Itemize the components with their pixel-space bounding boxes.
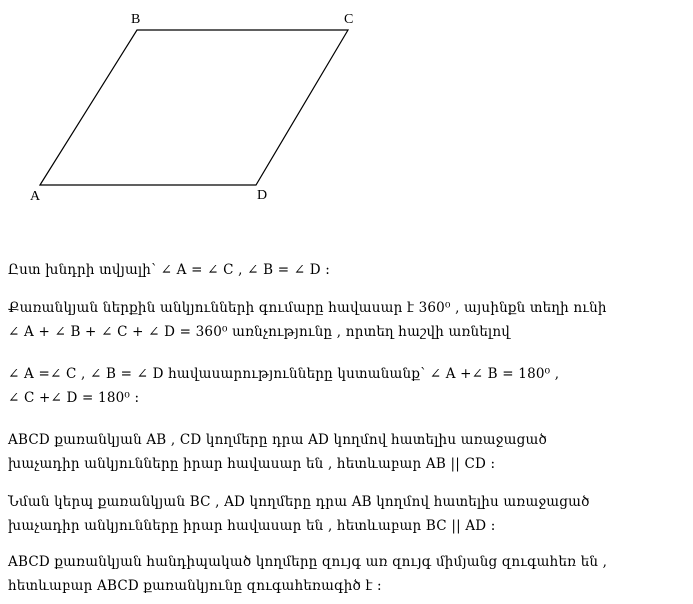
text-line: Քառանկյան ներքին անկյունների գումարը հավասար է 360⁰ , այսինքն տեղի ունի xyxy=(8,300,607,316)
text-line: հետևաբար ABCD քառանկյունը զուգահեռագիծ է : xyxy=(8,578,382,594)
text-line: խաչադիր անկյունները իրար հավասար են , հետևաբար AB || CD : xyxy=(8,456,496,472)
vertex-label-a: A xyxy=(30,189,41,204)
angle-sum-paragraph xyxy=(8,296,688,344)
equality-paragraph xyxy=(8,362,688,410)
ab-cd-parallel-paragraph xyxy=(8,428,688,476)
text-line: ∠ A =∠ C , ∠ B = ∠ D հավասարությունները կստանանք՝ ∠ A +∠ B = 180⁰ , xyxy=(8,366,560,382)
text-line: ABCD քառանկյան հանդիպակած կողմերը զույգ առ զույգ միմյանց զուգահեռ են , xyxy=(8,554,608,570)
text-line: ∠ A + ∠ B + ∠ C + ∠ D = 360⁰ առնչությունը , որտեղ հաշվի առնելով xyxy=(8,324,510,340)
text-line: ∠ C +∠ D = 180⁰ : xyxy=(8,390,140,406)
vertex-label-d: D xyxy=(257,188,268,203)
text-line: խաչադիր անկյունները իրար հավասար են , հետևաբար BC || AD : xyxy=(8,518,496,534)
vertex-label-b: B xyxy=(131,12,141,27)
given-statement xyxy=(8,258,688,282)
conclusion-paragraph xyxy=(8,550,688,598)
parallelogram-figure xyxy=(0,0,693,210)
bc-ad-parallel-paragraph xyxy=(8,490,688,538)
vertex-label-c: C xyxy=(344,12,354,27)
parallelogram-shape xyxy=(40,30,348,185)
text-line: Նման կերպ քառանկյան BC , AD կողմերը դրա AB կողմով հատելիս առաջացած xyxy=(8,494,590,510)
text-line: Ըստ խնդրի տվյալի՝ ∠ A = ∠ C , ∠ B = ∠ D : xyxy=(8,262,331,278)
text-line: ABCD քառանկյան AB , CD կողմերը դրա AD կողմով հատելիս առաջացած xyxy=(8,432,547,448)
